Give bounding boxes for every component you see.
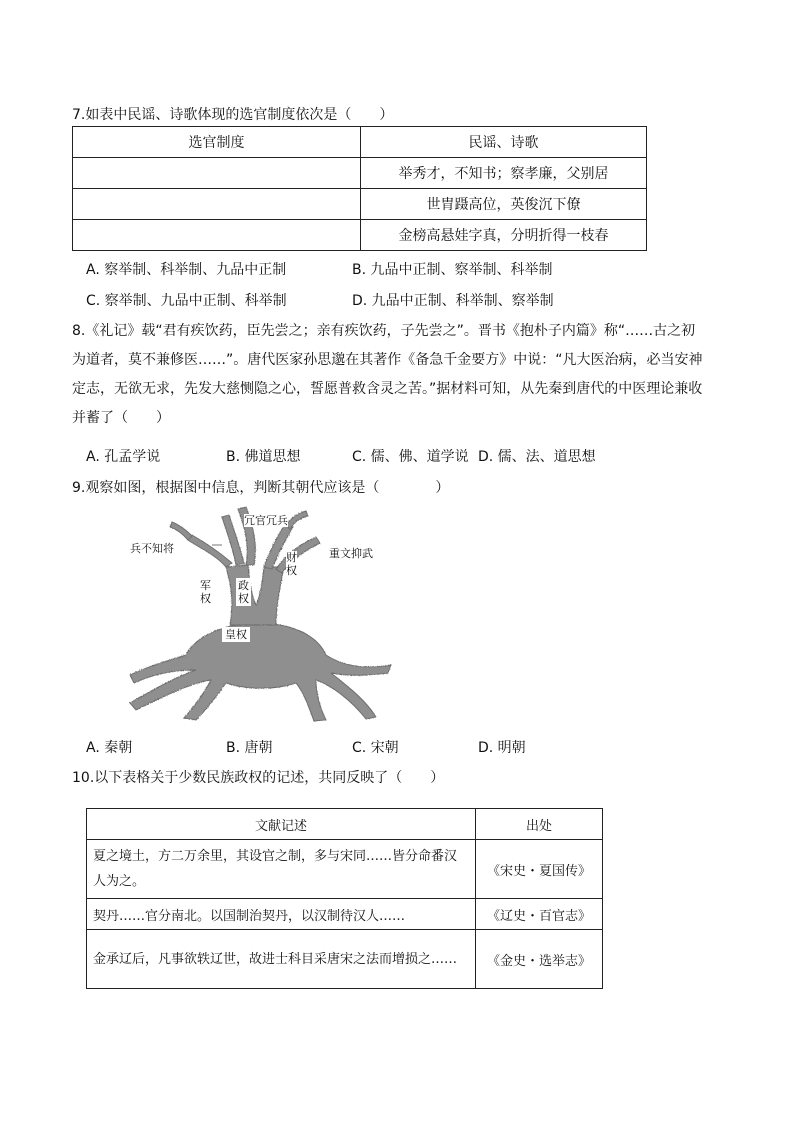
table-row <box>73 220 647 251</box>
q7-table <box>72 126 647 251</box>
table-cell: 《宋史・夏国传》 <box>476 840 603 899</box>
table-cell: 举秀才，不知书；察孝廉，父别居 <box>361 158 647 189</box>
q8-option-c[interactable]: C. 儒、佛、道学说 <box>352 449 469 465</box>
table-cell: 金承辽后，凡事欲轶辽世，故进士科目采唐宋之法而增损之…… <box>87 930 476 989</box>
table-cell: 世胄蹑高位，英俊沉下僚 <box>361 189 647 220</box>
q9-option-b[interactable]: B. 唐朝 <box>226 740 273 756</box>
table-header-cell: 选官制度 <box>73 127 361 158</box>
tree-label-finance: 财 权 <box>286 551 297 577</box>
q8-option-b[interactable]: B. 佛道思想 <box>226 449 301 465</box>
table-cell: 金榜高悬娃字真，分明折得一枝春 <box>361 220 647 251</box>
q8-line: 定志，无欲无求，先发大慈恻隐之心，誓愿普救含灵之苦。”据材料可知，从先秦到唐代的中医理论兼收 <box>72 381 703 397</box>
q8-option-a[interactable]: A. 孔孟学说 <box>86 449 161 465</box>
table-row <box>73 189 647 220</box>
table-cell: 《金史・选举志》 <box>476 930 603 989</box>
q8-option-d[interactable]: D. 儒、法、道思想 <box>478 449 596 465</box>
table-header-row <box>87 809 603 840</box>
q8-stem <box>72 317 724 433</box>
q9-option-a[interactable]: A. 秦朝 <box>86 740 133 756</box>
q10-table <box>86 808 603 989</box>
table-header-cell: 民谣、诗歌 <box>361 127 647 158</box>
tree-label-left: 兵不知将 <box>130 542 174 555</box>
table-row <box>87 899 603 930</box>
tree-label-military: 军 权 <box>200 579 211 605</box>
q9-option-d[interactable]: D. 明朝 <box>478 740 526 756</box>
tree-illustration <box>126 505 396 723</box>
q7-option-c[interactable]: C. 察举制、九品中正制、科举制 <box>86 293 287 309</box>
table-row <box>87 930 603 989</box>
table-cell <box>73 220 361 251</box>
q8-line: 并蓄了（ ） <box>72 410 170 426</box>
q8-line: 8.《礼记》载“君有疾饮药，臣先尝之；亲有疾饮药，子先尝之”。晋书《抱朴子内篇》称“……古之初 <box>72 323 696 339</box>
q10-stem: 10.以下表格关于少数民族政权的记述，共同反映了（ ） <box>72 770 445 786</box>
q9-stem: 9.观察如图，根据图中信息，判断其朝代应该是（ ） <box>72 480 450 496</box>
tree-image <box>126 505 396 723</box>
table-header-row <box>73 127 647 158</box>
q7-stem: 7.如表中民谣、诗歌体现的选官制度依次是（ ） <box>72 107 394 123</box>
table-cell <box>73 158 361 189</box>
table-header-cell: 出处 <box>476 809 603 840</box>
q7-option-d[interactable]: D. 九品中正制、科举制、察举制 <box>352 293 554 309</box>
q7-option-a[interactable]: A. 察举制、科举制、九品中正制 <box>86 262 287 278</box>
table-cell: 契丹……官分南北。以国制治契丹，以汉制待汉人…… <box>87 899 476 930</box>
q9-option-c[interactable]: C. 宋朝 <box>352 740 399 756</box>
table-header-cell: 文献记述 <box>87 809 476 840</box>
table-cell <box>73 189 361 220</box>
table-cell: 《辽史・百官志》 <box>476 899 603 930</box>
tree-label-political: 政 权 <box>238 579 249 605</box>
tree-label-top: 冗官冗兵 <box>244 514 288 527</box>
table-row <box>73 158 647 189</box>
tree-label-imperial: 皇权 <box>222 627 250 642</box>
tree-label-outside: 重文抑武 <box>329 547 373 560</box>
q7-option-b[interactable]: B. 九品中正制、察举制、科举制 <box>352 262 553 278</box>
table-row <box>87 840 603 899</box>
table-cell: 夏之境土，方二万余里，其设官之制，多与宋同……皆分命番汉人为之。 <box>87 840 476 899</box>
q8-line: 为道者，莫不兼修医……”。唐代医家孙思邈在其著作《备急千金要方》中说：“凡大医治病，必当安神 <box>72 352 703 368</box>
